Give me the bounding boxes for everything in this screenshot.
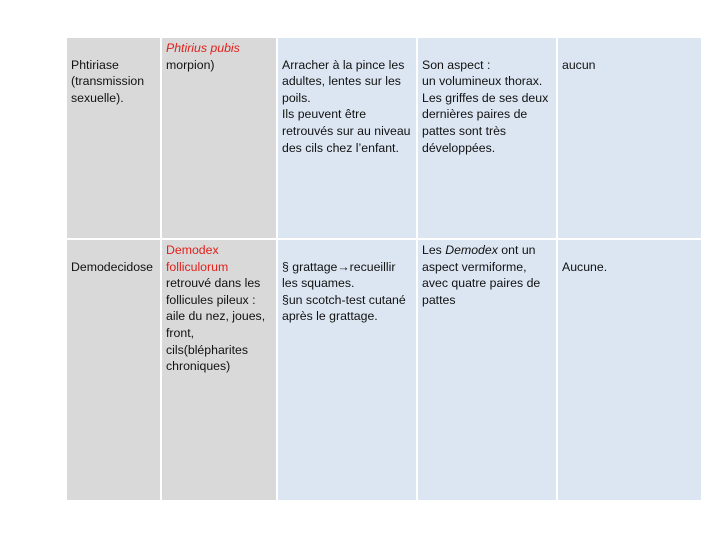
row1-diagnosis-cell <box>278 38 418 240</box>
row2-aspect-pre: Les <box>422 243 446 257</box>
row1-agent-name: Phtirius pubis <box>166 41 240 55</box>
row1-treatment-cell <box>558 38 701 240</box>
row1-agent-detail: morpion) <box>166 57 215 72</box>
row1-disease-cell <box>67 38 162 240</box>
row2-agent-name: Demodex folliculorum <box>166 243 229 274</box>
row2-aspect-cell <box>418 240 558 502</box>
row2-treatment-cell <box>558 240 701 502</box>
row1-diagnosis: Arracher à la pince les adultes, lentes sur les poils. Ils peuvent être retrouvés sur au niveau des cils chez l’enfant. <box>282 57 411 155</box>
row1-disease: Phtiriase (transmission sexuelle). <box>71 57 145 105</box>
row2-treatment: Aucune. <box>562 259 608 274</box>
row2-agent-detail: retrouvé dans les follicules pileux : aile du nez, joues, front, cils(blépharites chroniques) <box>166 276 266 374</box>
row2-disease: Demodecidose <box>71 259 154 274</box>
row1-aspect-cell <box>418 38 558 240</box>
row1-agent-cell <box>162 38 278 240</box>
row1-treatment: aucun <box>562 57 596 72</box>
row2-aspect-post: ont un aspect vermiforme, avec quatre paires de pattes <box>422 243 541 307</box>
row1-aspect: Son aspect : un volumineux thorax. Les griffes de ses deux dernières paires de pattes sont très développées. <box>422 57 549 155</box>
row2-disease-cell <box>67 240 162 502</box>
row2-agent-cell <box>162 240 278 502</box>
row2-aspect-em: Demodex <box>445 243 498 257</box>
parasite-table <box>67 38 701 502</box>
row2-diagnosis-cell <box>278 240 418 502</box>
row2-diagnosis: § grattage→recueillir les squames. §un scotch-test cutané après le grattage. <box>282 259 406 324</box>
